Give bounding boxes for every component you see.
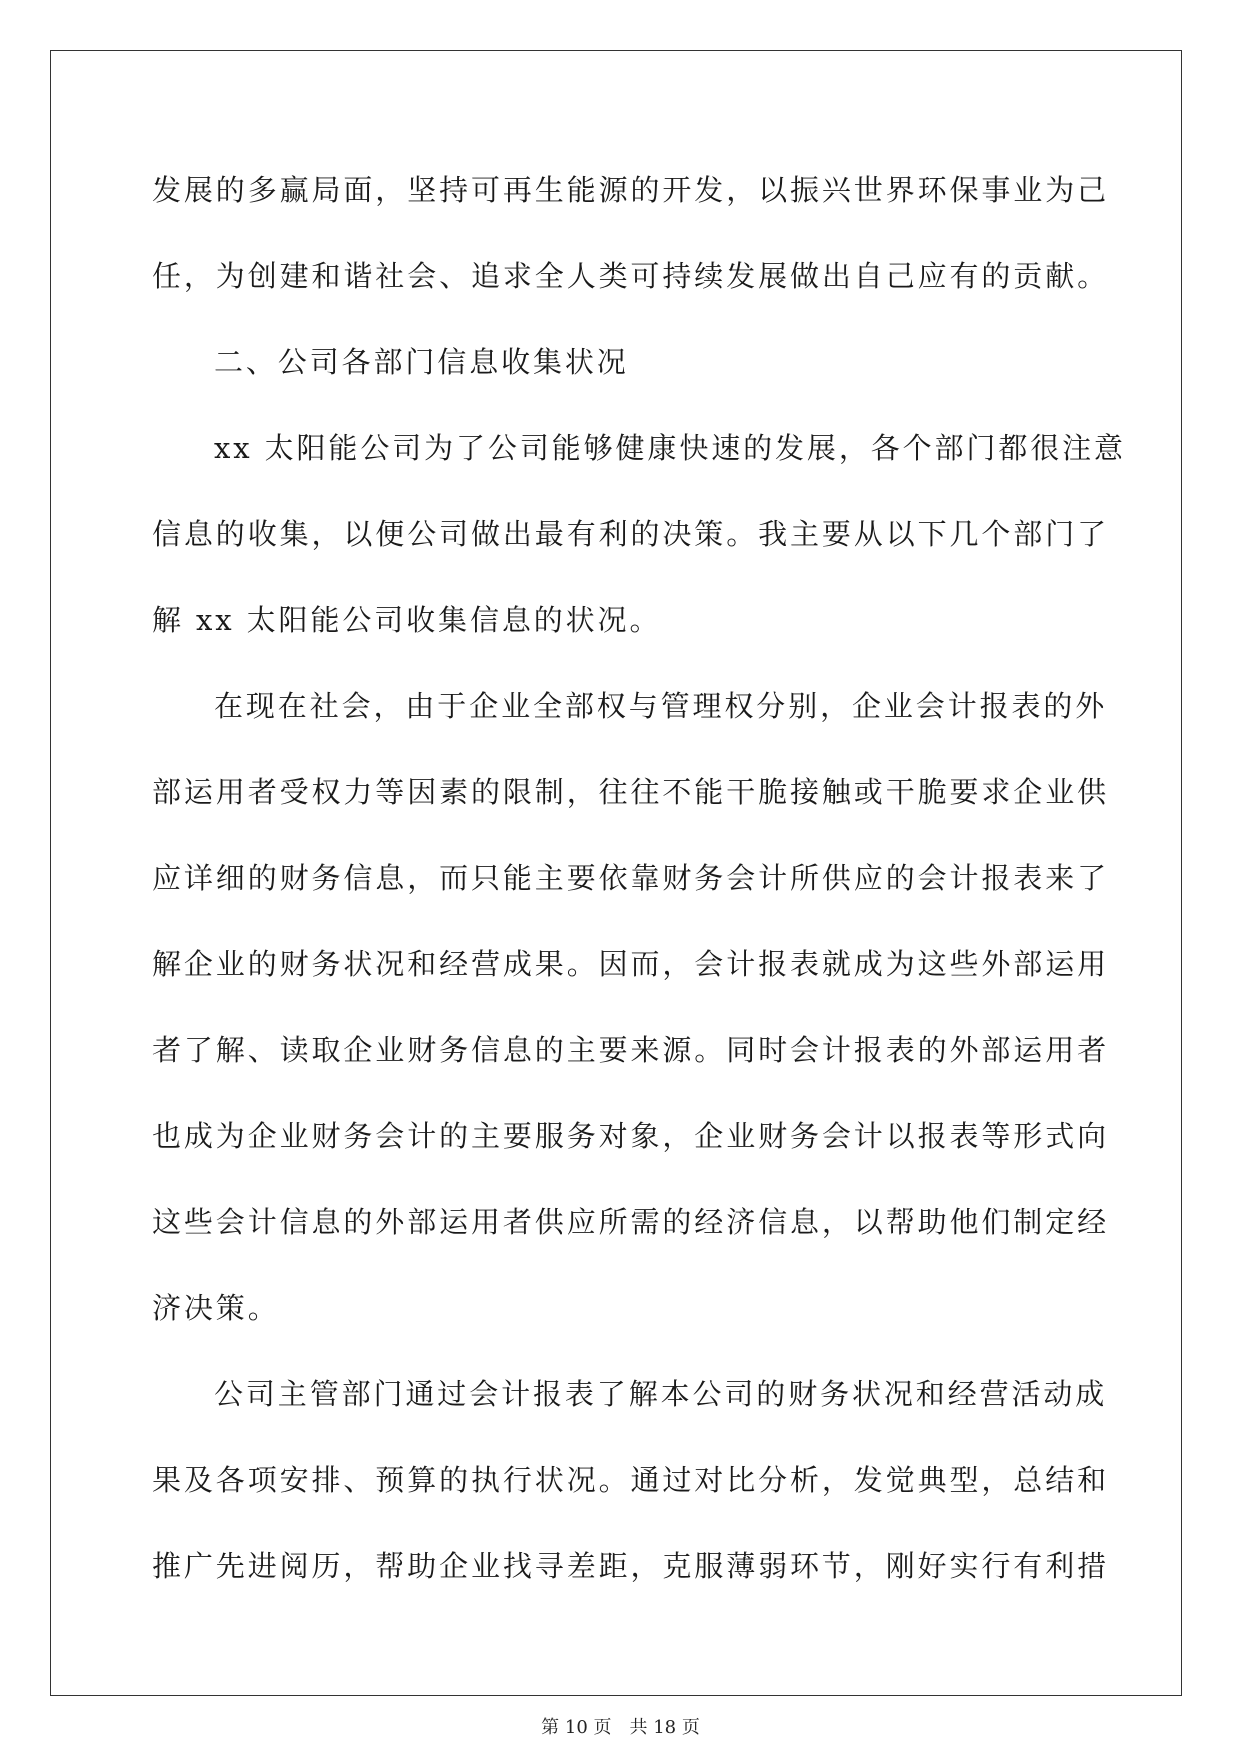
text-line: 部运用者受权力等因素的限制，往往不能干脆接触或干脆要求企业供 [152,775,1110,809]
text-line: 也成为企业财务会计的主要服务对象，企业财务会计以报表等形式向 [152,1119,1110,1153]
text-line: 济决策。 [152,1291,280,1325]
page-number: 第 10 页 [541,1717,612,1738]
text-line: 发展的多赢局面，坚持可再生能源的开发，以振兴世界环保事业为己 [152,173,1110,207]
text-line: 在现在社会，由于企业全部权与管理权分别，企业会计报表的外 [214,689,1108,723]
text-line: 信息的收集，以便公司做出最有利的决策。我主要从以下几个部门了 [152,517,1110,551]
page-total: 共 18 页 [629,1717,700,1738]
text-line: 应详细的财务信息，而只能主要依靠财务会计所供应的会计报表来了 [152,861,1110,895]
text-line: 公司主管部门通过会计报表了解本公司的财务状况和经营活动成 [214,1377,1108,1411]
text-line: xx 太阳能公司为了公司能够健康快速的发展，各个部门都很注意 [214,431,1126,465]
text-line: 任，为创建和谐社会、追求全人类可持续发展做出自己应有的贡献。 [152,259,1110,293]
section-heading: 二、公司各部门信息收集状况 [214,345,629,379]
text-line: 解 xx 太阳能公司收集信息的状况。 [152,603,662,637]
text-line: 这些会计信息的外部运用者供应所需的经济信息，以帮助他们制定经 [152,1205,1110,1239]
text-line: 解企业的财务状况和经营成果。因而，会计报表就成为这些外部运用 [152,947,1110,981]
text-line: 者了解、读取企业财务信息的主要来源。同时会计报表的外部运用者 [152,1033,1110,1067]
text-line: 果及各项安排、预算的执行状况。通过对比分析，发觉典型，总结和 [152,1463,1110,1497]
text-line: 推广先进阅历，帮助企业找寻差距，克服薄弱环节，刚好实行有利措 [152,1549,1110,1583]
document-body [152,160,1126,1622]
page-footer [0,1716,1241,1740]
